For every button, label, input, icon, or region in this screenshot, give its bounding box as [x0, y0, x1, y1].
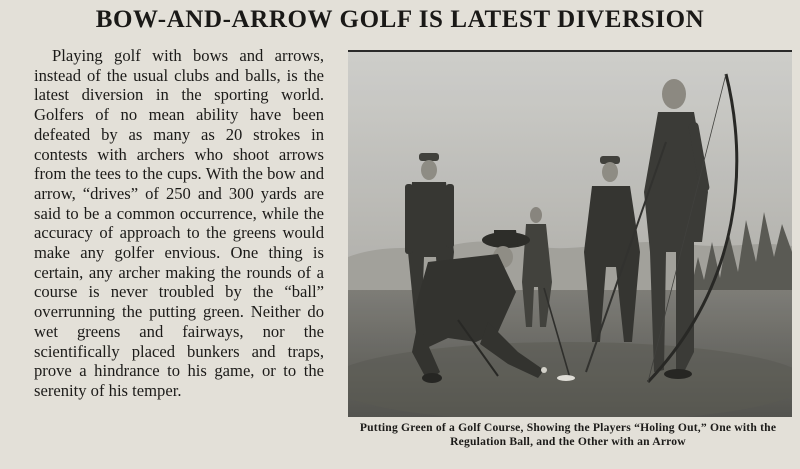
photo-caption: Putting Green of a Golf Course, Showing the Players “Holing Out,” One with the Regulation Ball, and the Other with an Arrow — [359, 421, 777, 448]
photo-illustration — [348, 52, 792, 417]
article-figure — [348, 50, 792, 417]
article-headline: BOW-AND-ARROW GOLF IS LATEST DIVERSION — [95, 6, 705, 33]
article-photo — [348, 50, 792, 417]
article-body-text: Playing golf with bows and arrows, instead of the usual clubs and balls, is the latest diversion in the sporting world. Golfers of no mean ability have been defeated by as many as 20 strokes in contests with archers who shoot arrows from the tees to the cups. With the bow and arrow, “drives” of 250 and 300 yards are said to be a common occurrence, while the accuracy of approach to the greens would make any golfer envious. One thing is certain, any archer making the rounds of a course is never troubled by the “ball” overrunning the putting green. Neither do wet greens and fairways, nor the scientifically placed bunkers and traps, prove a hindrance to his game, or to the serenity of his temper. — [34, 46, 324, 400]
